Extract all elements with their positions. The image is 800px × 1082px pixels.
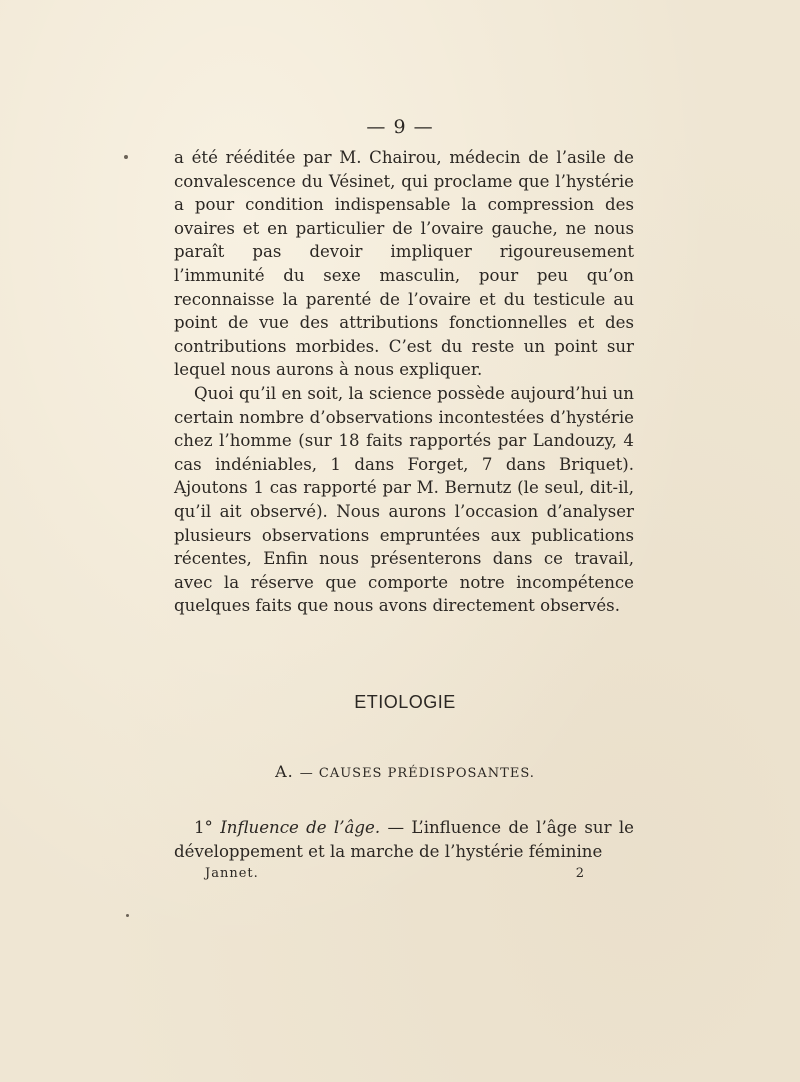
paragraph-3-text: — L’influence de l’âge sur le développement et la marche de l’hystérie féminine [174, 818, 634, 861]
signature-left: Jannet. [205, 866, 259, 881]
subsection-title: — CAUSES PRÉDISPOSANTES. [299, 766, 535, 781]
paragraph-3-number: 1° [194, 818, 213, 837]
paragraph-3-italic-title: Influence de l’âge. [220, 818, 381, 837]
paragraph-1: a été rééditée par M. Chairou, médecin de l’asile de convalescence du Vésinet, qui proclame que l’hystérie a pour condition indispensable la compression des ovaires et en particulier de l’ovaire gauche, ne nous paraît pas devoir impliquer rigoureusement l’immunité du sexe masculin, pour peu qu’on reconnaisse la parenté de l’ovaire et du testicule au point de vue des attributions fonctionnelles et des contributions morbides. C’est du reste un point sur lequel nous aurons à nous expliquer. [174, 148, 634, 380]
subsection-heading [0, 762, 800, 781]
margin-speck [126, 914, 129, 917]
body-text [174, 146, 634, 618]
page-number: — 9 — [366, 116, 434, 138]
subsection-letter: A. [275, 762, 294, 781]
paragraph-3 [174, 816, 634, 864]
signature-right: 2 [575, 866, 585, 881]
paragraph-2: Quoi qu’il en soit, la science possède aujourd’hui un certain nombre d’observations incontestées d’hystérie chez l’homme (sur 18 faits rapportés par Landouzy, 4 cas indéniables, 1 dans Forget, 7 dans Briquet). Ajoutons 1 cas rapporté par M. Bernutz (le seul, dit-il, qu’il ait observé). Nous aurons l’occasion d’analyser plusieurs observations empruntées aux publications récentes, Enfin nous présenterons dans ce travail, avec la réserve que comporte notre incompétence quelques faits que nous avons directement observés. [174, 383, 634, 616]
signature-line [205, 866, 585, 881]
section-title: ETIOLOGIE [354, 692, 456, 712]
margin-speck [124, 155, 128, 159]
